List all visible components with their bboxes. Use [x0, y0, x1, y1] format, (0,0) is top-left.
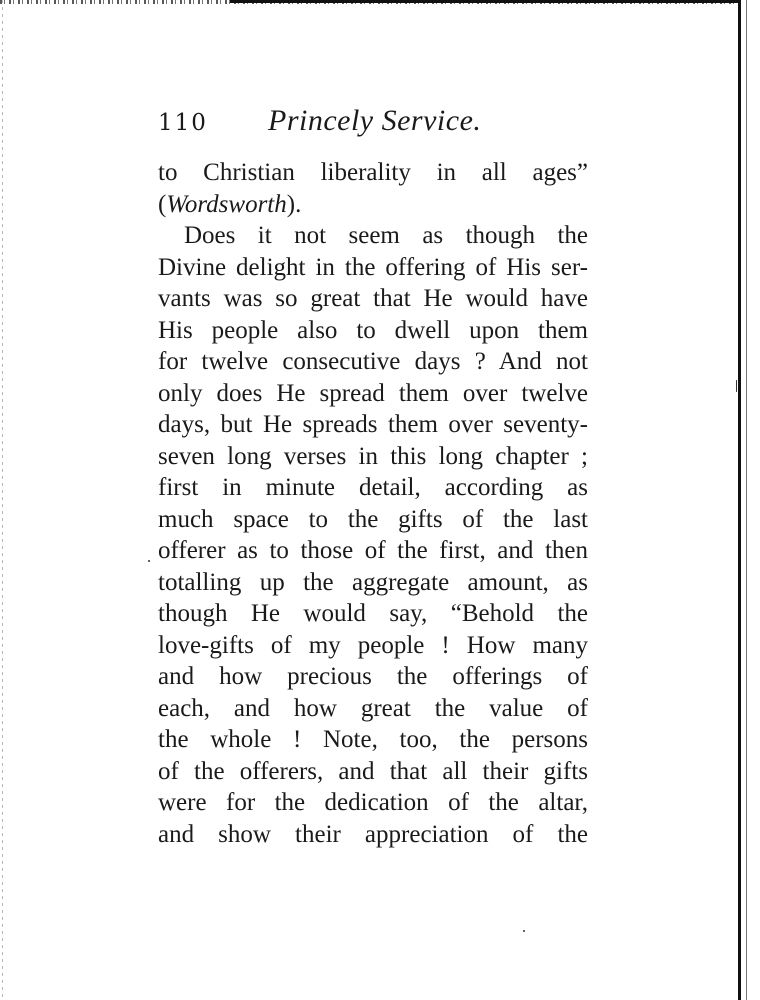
text-line: seven long verses in this long chapter ;	[158, 442, 588, 470]
citation-author: Wordsworth	[166, 190, 287, 218]
page-body	[158, 157, 588, 850]
citation-close: ).	[286, 190, 302, 218]
citation-open: (	[158, 190, 167, 218]
text-line: and how precious the offerings of	[158, 663, 588, 690]
running-header	[158, 104, 588, 144]
text-line: only does He spread them over twelve	[158, 379, 588, 407]
text-line: much space to the gifts of the last	[158, 505, 588, 533]
page-number: 110	[158, 110, 208, 136]
text-line: for twelve consecutive days ? And not	[158, 348, 588, 375]
text-line: vants was so great that He would have	[158, 285, 588, 312]
scan-left-edge	[2, 0, 3, 1000]
text-line: the whole ! Note, too, the persons	[158, 726, 588, 753]
text-line: offerer as to those of the first, and then	[158, 537, 588, 564]
scan-speck	[523, 930, 525, 932]
text-line: days, but He spreads them over seventy-	[158, 411, 588, 438]
text-line: of the offerers, and that all their gifts	[158, 757, 588, 785]
text-line: each, and how great the value of	[158, 694, 588, 722]
text-line: love-gifts of my people ! How many	[158, 631, 588, 659]
text-line: totalling up the aggregate amount, as	[158, 568, 588, 596]
scan-speck	[736, 380, 737, 392]
scan-right-border-thin	[746, 0, 747, 1000]
text-line: His people also to dwell upon them	[158, 316, 588, 344]
text-line: Does it not seem as though the	[184, 222, 588, 249]
running-title: Princely Service.	[268, 104, 482, 137]
scan-speck	[148, 560, 150, 562]
text-line: first in minute detail, according as	[158, 474, 588, 501]
text-line: Divine delight in the offering of His ser-	[158, 253, 588, 281]
text-line: though He would say, “Behold the	[158, 600, 588, 627]
scan-top-border	[230, 0, 740, 3]
scan-right-border	[738, 0, 741, 1000]
text-line-citation	[158, 189, 588, 221]
text-line: to Christian liberality in all ages”	[158, 159, 588, 186]
text-line: and show their appreciation of the	[158, 820, 588, 848]
text-line: were for the dedication of the altar,	[158, 789, 588, 816]
